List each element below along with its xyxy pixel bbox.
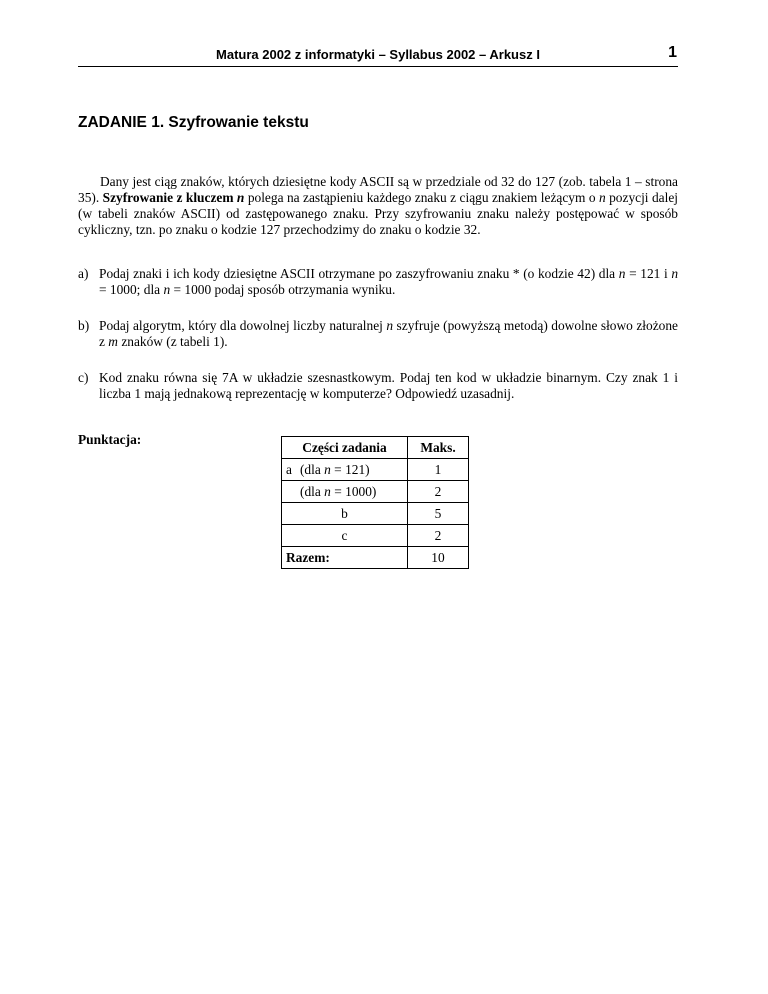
item-text: Podaj znaki i ich kody dziesiętne ASCII otrzymane po zaszyfrowaniu znaku * (o kodzie 42) dla [99, 266, 619, 281]
page-header [78, 44, 678, 67]
intro-bold-term: Szyfrowanie z kluczem [102, 190, 237, 205]
item-label: a) [78, 266, 89, 281]
item-text: = 1000; dla [99, 282, 164, 297]
task-intro [78, 174, 678, 238]
part-text: = 121) [330, 461, 370, 477]
item-var: n [163, 282, 171, 297]
item-text: znaków (z tabeli 1). [117, 334, 228, 349]
part-var: n [324, 461, 331, 477]
page-number: 1 [668, 44, 677, 61]
scoring-label: Punktacja: [78, 432, 142, 447]
item-var: n [386, 318, 394, 333]
task-item-a [78, 266, 678, 298]
part-cell: b [282, 503, 408, 525]
table-row [282, 503, 469, 525]
intro-text: Dany jest ciąg znaków, których dziesiętne kody ASCII są w przedziale od 32 do 127 (zob. tabela 1 – strona 35). [78, 174, 678, 205]
item-var: n [618, 266, 626, 281]
table-row [282, 525, 469, 547]
table-row-total [282, 547, 469, 569]
table-header-row [282, 437, 469, 459]
item-text: = 1000 podaj sposób otrzymania wyniku. [170, 282, 396, 297]
max-cell: 2 [408, 481, 469, 503]
part-cell [282, 459, 408, 481]
item-var: m [108, 334, 118, 349]
total-max: 10 [408, 547, 469, 569]
max-cell: 5 [408, 503, 469, 525]
task-item-c [78, 370, 678, 402]
scoring-table [281, 436, 469, 569]
table-row [282, 459, 469, 481]
part-var: n [324, 483, 331, 499]
item-var: n [671, 266, 679, 281]
part-text: = 1000) [330, 483, 377, 499]
item-text: Podaj algorytm, który dla dowolnej liczby naturalnej [99, 318, 387, 333]
task-title: ZADANIE 1. Szyfrowanie tekstu [78, 114, 309, 131]
max-cell: 2 [408, 525, 469, 547]
part-prefix: a [286, 461, 292, 477]
part-cell: c [282, 525, 408, 547]
item-label: c) [78, 370, 89, 385]
part-text: (dla [300, 483, 325, 499]
part-text: (dla [299, 461, 325, 477]
intro-n: n [598, 190, 606, 205]
task-item-b [78, 318, 678, 350]
item-text: = 121 i [625, 266, 672, 281]
max-cell: 1 [408, 459, 469, 481]
col-header-parts: Części zadania [282, 437, 408, 459]
item-text: Kod znaku równa się 7A w układzie szesnastkowym. Podaj ten kod w układzie binarnym. Czy znak 1 i liczba 1 mają jednakową reprezentację w komputerze? Odpowiedź uzasadnij. [99, 370, 678, 401]
intro-text: pozycji dalej (w tabeli znaków ASCII) od zastępowanego znaku. Przy szyfrowaniu znaku należy postępować w sposób cykliczny, tzn. po znaku o kodzie 127 przechodzimy do znaku o kodzie 32. [78, 190, 678, 237]
intro-text: polega na zastąpieniu każdego znaku z ciągu znakiem leżącym o [244, 190, 599, 205]
total-label: Razem: [282, 547, 408, 569]
intro-bold-n: n [236, 190, 245, 205]
running-title: Matura 2002 z informatyki – Syllabus 2002 – Arkusz I [216, 47, 540, 62]
part-cell [282, 481, 408, 503]
item-label: b) [78, 318, 90, 333]
col-header-max: Maks. [408, 437, 469, 459]
item-text: szyfruje (powyższą metodą) dowolne słowo złożone z [99, 318, 678, 349]
table-row [282, 481, 469, 503]
